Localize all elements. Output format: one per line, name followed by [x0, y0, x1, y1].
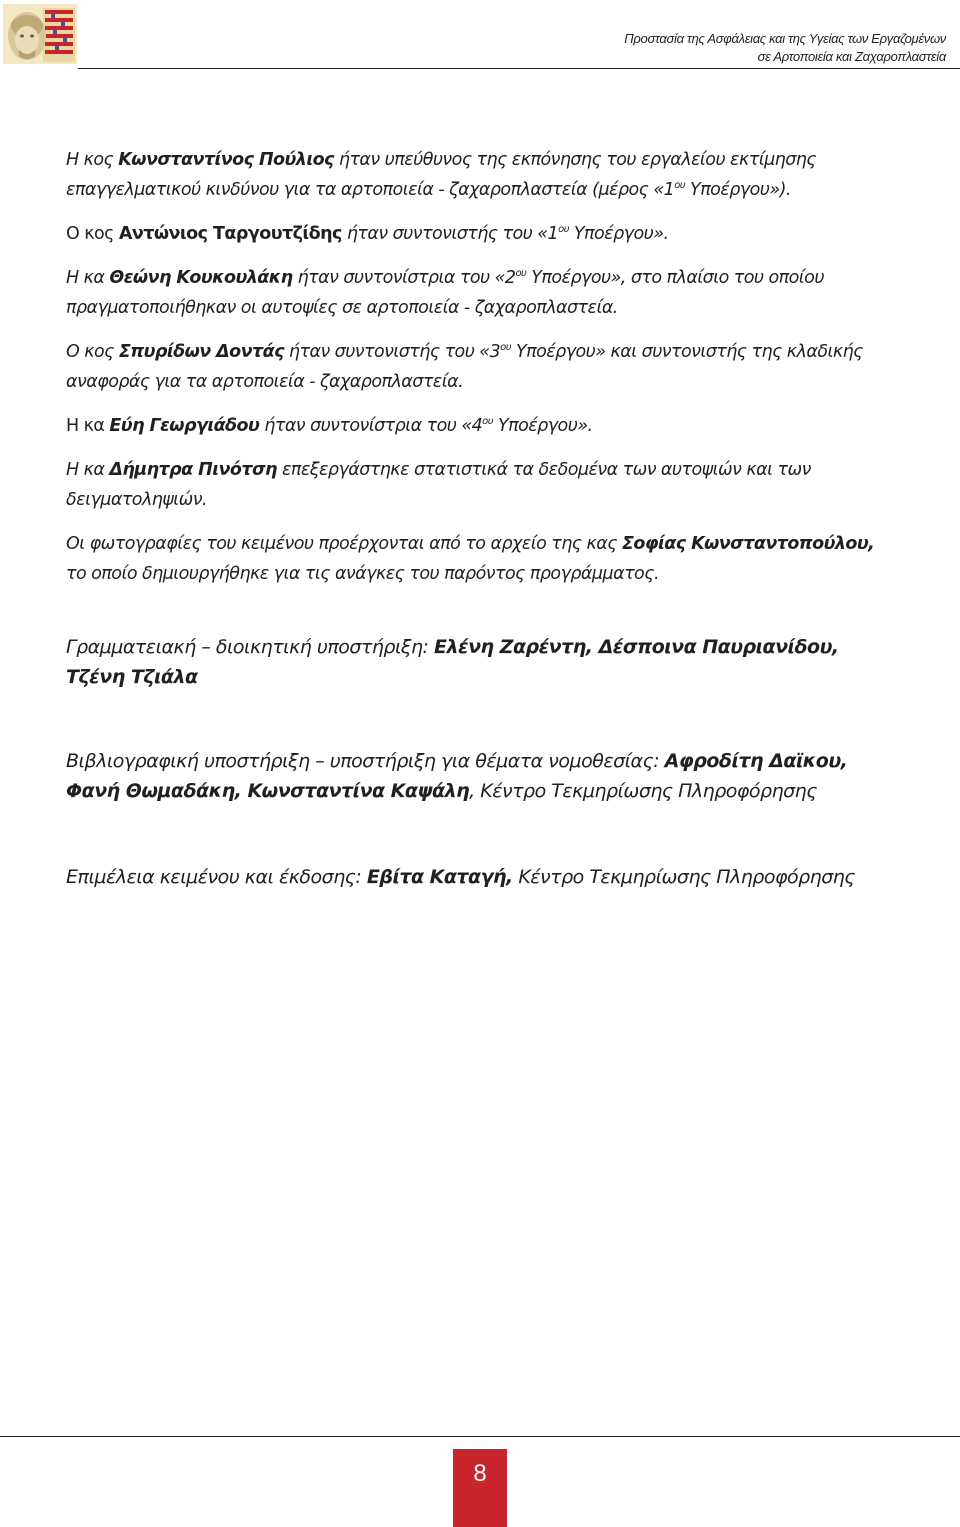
- p1-post: Υποέργου»).: [685, 180, 791, 200]
- p4-sup: ου: [500, 342, 511, 353]
- credit-editing-post: Κέντρο Τεκμηρίωσης Πληροφόρησης: [512, 866, 855, 888]
- p1-name: Κωνσταντίνος Πούλιος: [118, 150, 334, 170]
- p7-post: το οποίο δημιουργήθηκε για τις ανάγκες του παρόντος προγράμματος.: [66, 564, 659, 584]
- p3-mid: ήταν συντονίστρια του «2: [292, 268, 516, 288]
- p5-sup: ου: [482, 416, 493, 427]
- p7-name: Σοφίας Κωνσταντοπούλου,: [622, 534, 875, 554]
- p3-sup: ου: [515, 268, 527, 279]
- credit-editing-names: Εβίτα Καταγή,: [366, 866, 513, 888]
- footer-rule: [0, 1436, 960, 1437]
- p7-pre: Οι φωτογραφίες του κειμένου προέρχονται από το αρχείο της κας: [66, 534, 623, 554]
- p2-pre: Ο κος: [66, 224, 119, 244]
- paragraph-photos: [66, 529, 898, 589]
- header-title-line1: Προστασία της Ασφάλειας και της Υγείας των Εργαζομένων: [624, 31, 946, 46]
- p1-sup: ου: [674, 180, 686, 191]
- p5-post: Υποέργου».: [492, 416, 593, 436]
- credit-secretarial-names: Ελένη Ζαρέντη, Δέσποινα Παυριανίδου, Τζένη Τζιάλα: [66, 636, 839, 688]
- paragraph-georgiadou: [66, 411, 898, 441]
- header-title: [624, 30, 946, 66]
- p6-name: Δήμητρα Πινότση: [109, 460, 277, 480]
- p2-sup: ου: [558, 224, 569, 235]
- p3-pre: Η κα: [66, 268, 110, 288]
- header-rule: [78, 68, 960, 69]
- page-number: 8: [453, 1449, 507, 1527]
- p3-name: Θεώνη Κουκουλάκη: [109, 268, 293, 288]
- p5-mid: ήταν συντονίστρια του «4: [259, 416, 483, 436]
- paragraph-pinotsi: [66, 455, 898, 515]
- p2-post: Υποέργου».: [568, 224, 669, 244]
- credit-bibliography-label: Βιβλιογραφική υποστήριξη – υποστήριξη για θέματα νομοθεσίας:: [66, 750, 665, 772]
- p6-pre: Η κα: [66, 460, 110, 480]
- credit-editing-label: Επιμέλεια κειμένου και έκδοσης:: [66, 866, 367, 888]
- p2-name: Αντώνιος Ταργουτζίδης: [118, 224, 342, 244]
- credit-bibliography-names: Αφροδίτη Δαϊκου, Φανή Θωμαδάκη, Κωνσταντίνα Καψάλη: [66, 750, 848, 802]
- p1-pre: Η κος: [66, 150, 119, 170]
- p2-mid: ήταν συντονιστής του «1: [341, 224, 559, 244]
- p4-pre: Ο κος: [66, 342, 119, 362]
- p3-post: Υποέργου», στο πλαίσιο του οποίου πραγματοποιήθηκαν οι αυτοψίες σε αρτοποιεία - ζαχαροπλαστεία.: [66, 268, 824, 318]
- credit-editing: [66, 862, 898, 892]
- acknowledgements-text: [66, 145, 898, 603]
- credit-secretarial-label: Γραμματειακή – διοικητική υποστήριξη:: [66, 636, 434, 658]
- p6-post: επεξεργάστηκε στατιστικά τα δεδομένα των αυτοψιών και των δειγματοληψιών.: [66, 460, 811, 510]
- credit-secretarial: [66, 632, 898, 692]
- p4-mid: ήταν συντονιστής του «3: [283, 342, 501, 362]
- credit-bibliography: [66, 746, 898, 806]
- paragraph-koukoulaki: [66, 263, 898, 323]
- paragraph-dontas: [66, 337, 898, 397]
- p1-mid: ήταν υπεύθυνος της εκπόνησης του εργαλείου εκτίμησης επαγγελματικού κινδύνου για τα αρτοποιεία - ζαχαροπλαστεία (μέρος «1: [66, 150, 816, 200]
- p5-name: Εύη Γεωργιάδου: [109, 416, 260, 436]
- credit-bibliography-post: , Κέντρο Τεκμηρίωσης Πληροφόρησης: [469, 780, 817, 802]
- paragraph-targoutzidis: [66, 219, 898, 249]
- p5-pre: Η κα: [66, 416, 110, 436]
- p4-name: Σπυρίδων Δοντάς: [118, 342, 284, 362]
- institute-logo-icon: [3, 4, 77, 64]
- p4-post: Υποέργου» και συντονιστής της κλαδικής αναφοράς για τα αρτοποιεία - ζαχαροπλαστεία.: [66, 342, 863, 392]
- paragraph-poulios: [66, 145, 898, 205]
- header-title-line2: σε Αρτοποιεία και Ζαχαροπλαστεία: [757, 49, 946, 64]
